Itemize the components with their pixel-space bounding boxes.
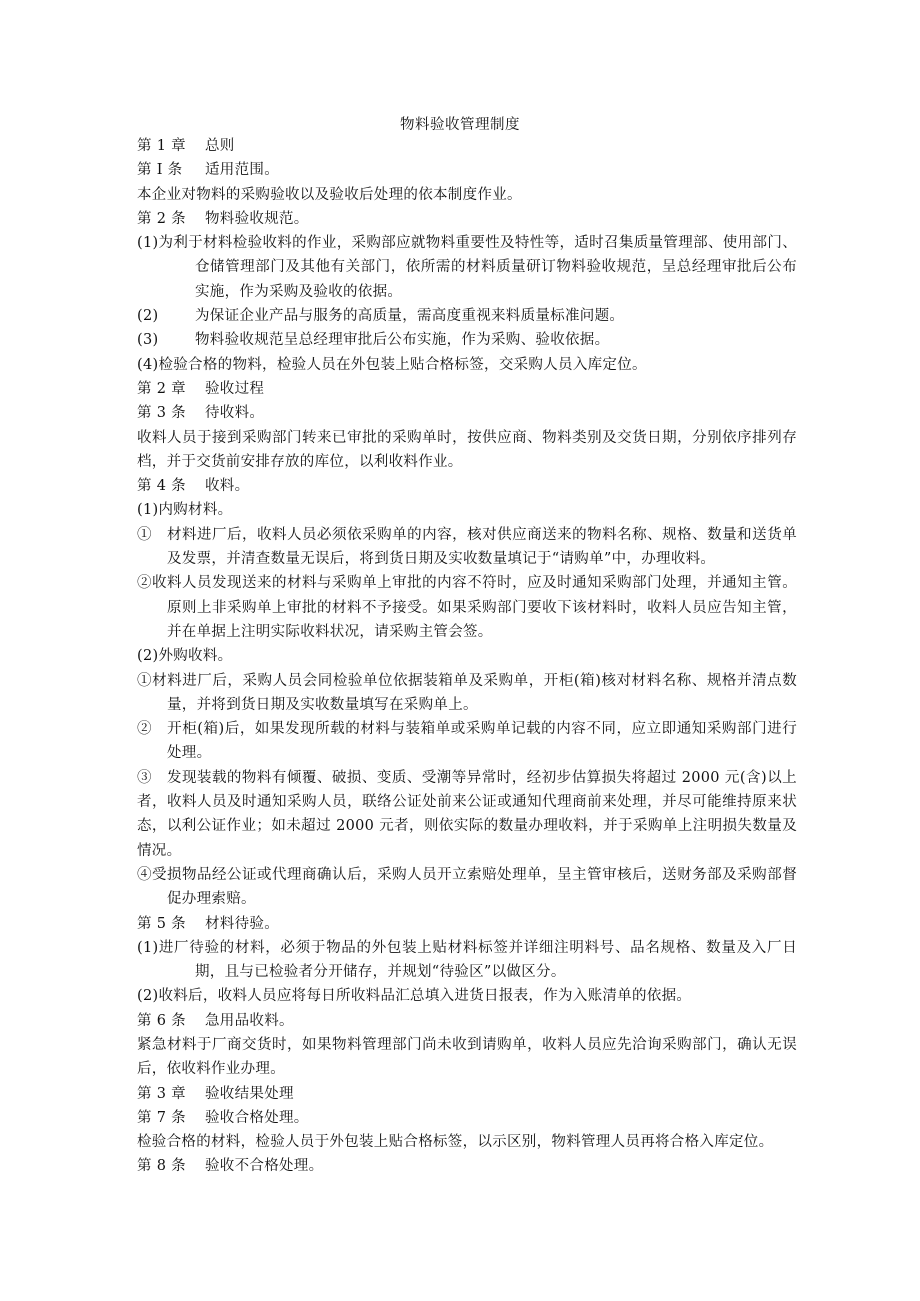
section-heading [137, 207, 797, 231]
section-heading [137, 134, 797, 158]
numbered-item [137, 304, 797, 328]
paragraph: ④受损物品经公证或代理商确认后，采购人员开立索赔处理单，呈主管审核后，送财务部及采购部督促办理索赔。 [137, 866, 797, 908]
heading-label: 第 7 条 [137, 1109, 186, 1126]
heading-label: 第 1 章 [137, 138, 186, 154]
document-body [137, 134, 797, 1179]
paragraph: ②收料人员发现送来的材料与采购单上审批的内容不符时，应及时通知采购部门处理，并通知主管。原则上非采购单上审批的材料不予接受。如果采购部门要收下该材料时，收料人员应告知主管，并在单据上注明实际收料状况，请采购主管会签。 [137, 575, 797, 640]
section-heading [137, 401, 797, 425]
document-title: 物料验收管理制度 [400, 117, 520, 133]
paragraph: 检验合格的材料，检验人员于外包装上贴合格标签，以示区别，物料管理人员再将合格入库定位。 [137, 1134, 774, 1151]
paragraph: ①材料进厂后，采购人员会同检验单位依据装箱单及采购单，开柜(箱)核对材料名称、规格并清点数量，并将到货日期及实收数量填写在采购单上。 [137, 672, 797, 713]
heading-text: 验收不合格处理。 [205, 1158, 324, 1175]
heading-text: 验收结果处理 [205, 1085, 294, 1102]
heading-label: 第 5 条 [137, 915, 186, 932]
section-heading [137, 1106, 797, 1130]
heading-label: 第 3 章 [137, 1085, 186, 1102]
heading-label: 第 2 章 [137, 380, 186, 397]
heading-text: 急用品收料。 [205, 1012, 294, 1029]
heading-text: 验收合格处理。 [205, 1109, 309, 1126]
heading-text: 适用范围。 [205, 162, 279, 179]
paragraph: (1)内购材料。 [137, 502, 233, 519]
paragraph: (1)进厂待验的材料，必须于物品的外包装上贴材料标签并详细注明料号、品名规格、数量及入厂日期，且与已检验者分开储存，并规划“待验区”以做区分。 [137, 939, 797, 981]
item-text: 物料验收规范呈总经理审批后公布实施，作为采购、验收依据。 [195, 332, 610, 349]
heading-text: 验收过程 [205, 380, 265, 397]
paragraph: 紧急材料于厂商交货时，如果物料管理部门尚未收到请购单，收料人员应先洽询采购部门，确认无误后，依收料作业办理。 [137, 1036, 797, 1078]
section-heading [137, 1009, 797, 1033]
paragraph: (1)为利于材料检验收料的作业，采购部应就物料重要性及特性等，适时召集质量管理部、使用部门、仓储管理部门及其他有关部门，依所需的材料质量研订物料验收规范，呈总经理审批后公布实施，作为采购及验收的依据。 [137, 235, 797, 300]
heading-label: 第 4 条 [137, 478, 186, 495]
heading-text: 待收料。 [205, 405, 265, 422]
heading-label: 第 2 条 [137, 210, 186, 227]
item-number: (3) [137, 332, 159, 349]
heading-label: 第 6 条 [137, 1012, 186, 1029]
paragraph: ③ 发现装载的物料有倾覆、破损、变质、受潮等异常时，经初步估算损失将超过 2000 元(含)以上者，收料人员及时通知采购人员，联络公证处前来公证或通知代理商前来处理，并尽可能维持原来状态，以利公证作业；如未超过 2000 元者，则依实际的数量办理收料，并于采购单上注明损失数量及情况。 [137, 769, 797, 859]
paragraph: ② 开柜(箱)后，如果发现所载的材料与装箱单或采购单记载的内容不同，应立即通知采购部门进行处理。 [137, 721, 797, 762]
item-number: (2) [137, 308, 159, 325]
item-text: 为保证企业产品与服务的高质量，需高度重视来料质量标准问题。 [195, 308, 625, 325]
paragraph: (2)外购收料。 [137, 648, 233, 665]
paragraph: ① 材料进厂后，收料人员必须依采购单的内容，核对供应商送来的物料名称、规格、数量和送货单及发票，并清查数量无误后，将到货日期及实收数量填记于“请购单”中，办理收料。 [137, 526, 797, 568]
numbered-item [137, 328, 797, 352]
section-heading [137, 912, 797, 936]
paragraph: (2)收料后，收料人员应将每日所收料品汇总填入进货日报表，作为入账清单的依据。 [137, 988, 692, 1005]
heading-label: 第 8 条 [137, 1158, 186, 1175]
heading-text: 材料待验。 [205, 915, 279, 932]
heading-label: 第 3 条 [137, 405, 186, 422]
paragraph: (4)检验合格的物料，检验人员在外包装上贴合格标签，交采购人员入库定位。 [137, 356, 647, 373]
section-heading [137, 474, 797, 498]
heading-text: 物料验收规范。 [205, 210, 309, 227]
heading-text: 收料。 [205, 478, 250, 495]
section-heading [137, 1154, 797, 1178]
section-heading [137, 158, 797, 182]
heading-label: 第 I 条 [137, 162, 183, 179]
section-heading [137, 1082, 797, 1106]
paragraph: 本企业对物料的采购验收以及验收后处理的依本制度作业。 [137, 186, 522, 203]
paragraph: 收料人员于接到采购部门转来已审批的采购单时，按供应商、物料类别及交货日期，分别依序排列存档，并于交货前安排存放的库位，以利收料作业。 [137, 429, 797, 470]
heading-text: 总则 [205, 138, 235, 154]
section-heading [137, 377, 797, 401]
